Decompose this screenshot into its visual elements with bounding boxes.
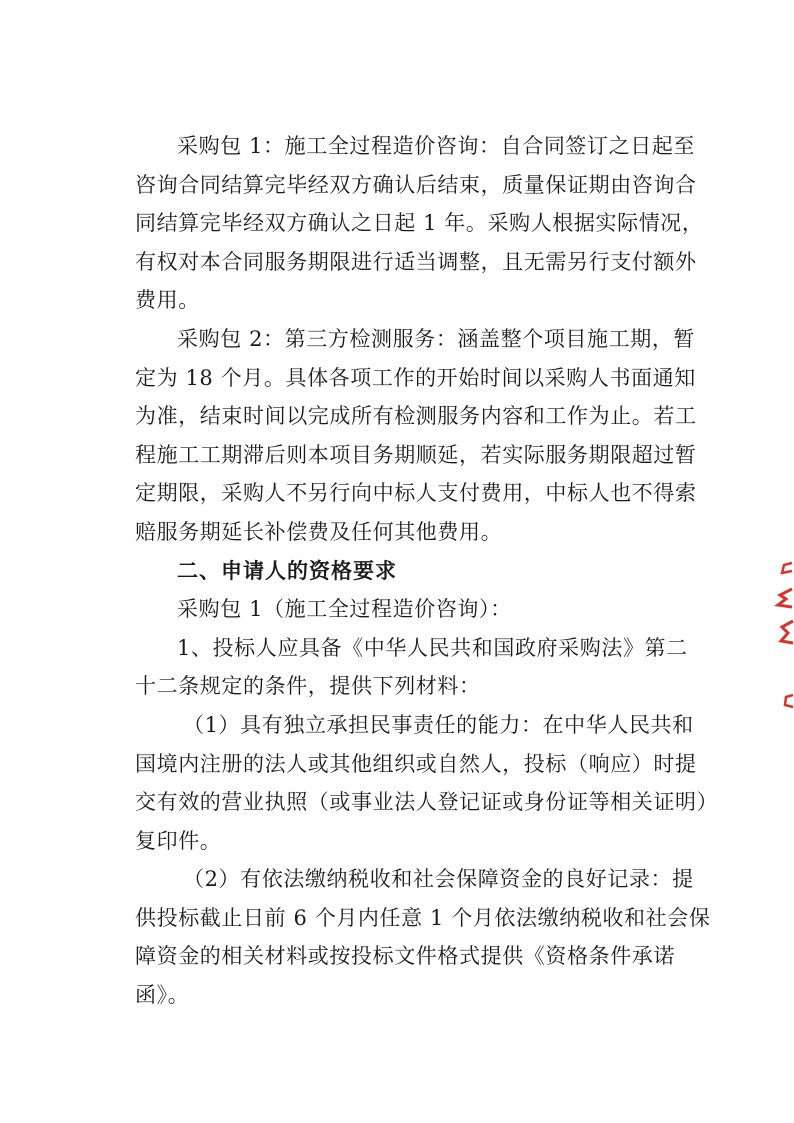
text-line: 定期限，采购人不另行向中标人支付费用，中标人也不得索: [135, 481, 697, 506]
text-line: 程施工工期滞后则本项目务期顺延，若实际服务期限超过暂: [135, 442, 697, 467]
text-line: （2）有依法缴纳税收和社会保障资金的良好记录：提: [183, 867, 694, 892]
text-line: 复印件。: [135, 828, 222, 853]
text-line: 咨询合同结算完毕经双方确认后结束，质量保证期由咨询合: [135, 172, 697, 197]
text-line: 有权对本合同服务期限进行适当调整，且无需另行支付额外: [135, 249, 697, 274]
text-line: 交有效的营业执照（或事业法人登记证或身份证等相关证明）: [135, 790, 719, 815]
text-line: 采购包 1：施工全过程造价咨询：自合同签订之日起至: [177, 134, 696, 158]
seal-stroke-top: [782, 563, 792, 573]
text-line: 赔服务期延长补偿费及任何其他费用。: [135, 519, 503, 544]
text-line: 1、投标人应具备《中华人民共和国政府采购法》第二: [177, 635, 688, 660]
text-line: 采购包 2：第三方检测服务：涵盖整个项目施工期，暂: [177, 326, 696, 351]
text-line: 采购包 1（施工全过程造价咨询）：: [177, 597, 512, 622]
text-line: 为准，结束时间以完成所有检测服务内容和工作为止。若工: [135, 404, 697, 429]
red-seal-fragment: [772, 555, 794, 715]
text-line: 障资金的相关材料或按投标文件格式提供《资格条件承诺: [135, 944, 675, 969]
seal-stroke-lower: [781, 621, 793, 643]
text-line: 定为 18 个月。具体各项工作的开始时间以采购人书面通知: [135, 365, 696, 390]
text-line: 国境内注册的法人或其他组织或自然人，投标（响应）时提: [135, 751, 697, 776]
text-line: 函》。: [135, 983, 190, 1008]
seal-stroke-mid: [778, 589, 792, 607]
text-line: （1）具有独立承担民事责任的能力：在中华人民共和: [183, 712, 694, 737]
text-line: 同结算完毕经双方确认之日起 1 年。采购人根据实际情况，: [135, 211, 704, 236]
text-line: 供投标截止日前 6 个月内任意 1 个月依法缴纳税收和社会保: [135, 905, 711, 930]
seal-stroke-bottom: [785, 695, 793, 707]
document-body: [135, 127, 719, 1015]
text-line: 费用。: [135, 288, 200, 313]
text-line: 十二条规定的条件，提供下列材料：: [135, 674, 481, 699]
section-heading: 二、申请人的资格要求: [177, 558, 397, 583]
